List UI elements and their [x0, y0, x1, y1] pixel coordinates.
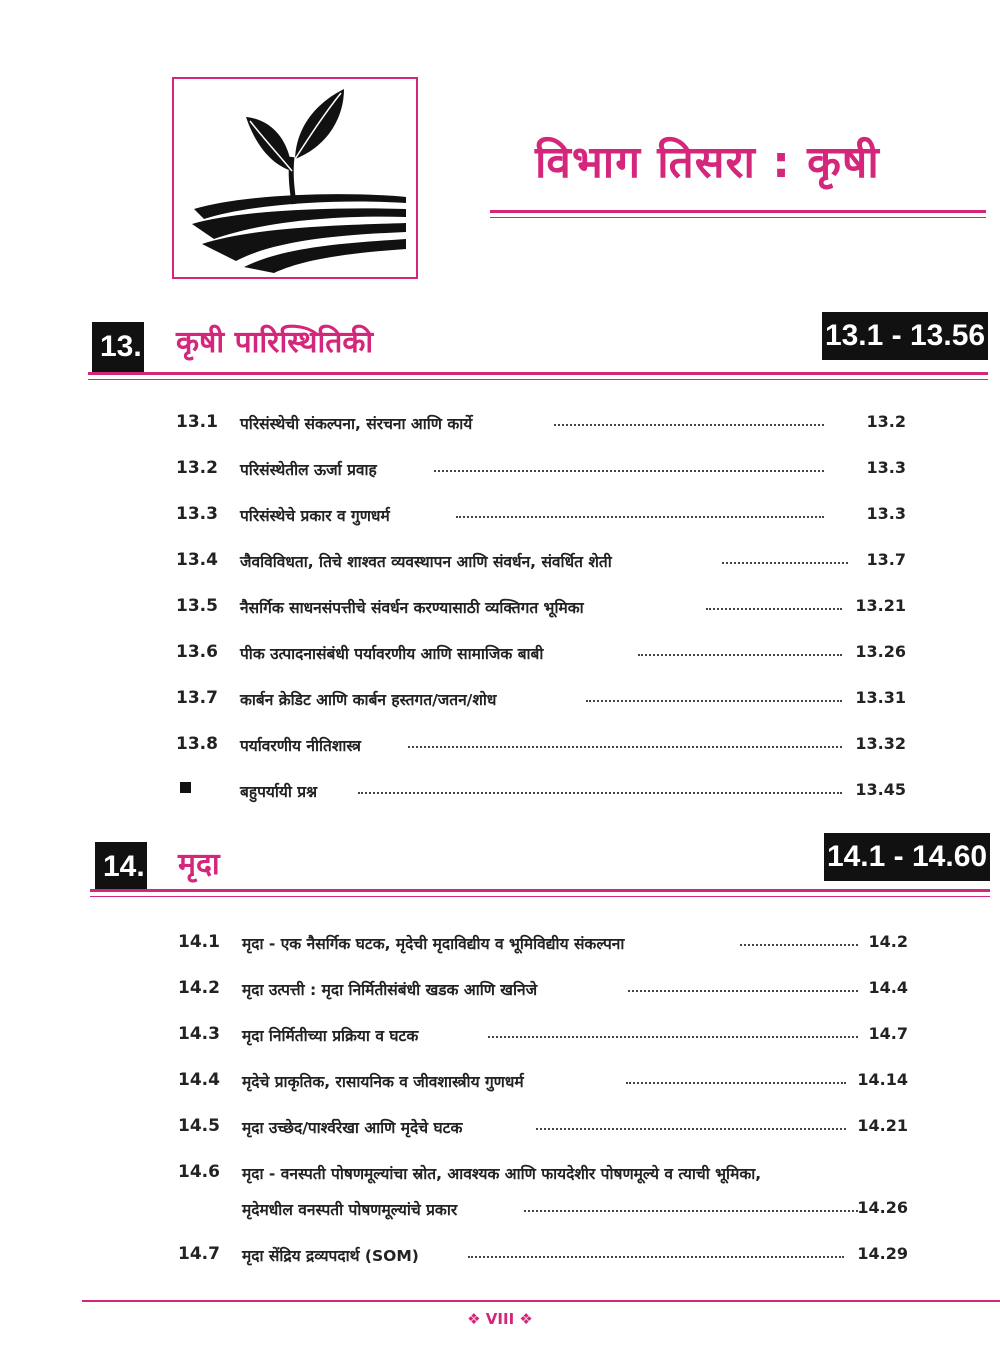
toc-entry-page: 14.21	[857, 1116, 908, 1135]
toc-leader-dots	[554, 420, 824, 426]
toc-entry-title: मृदा - वनस्पती पोषणमूल्यांचा स्रोत, आवश्यक आणि फायदेशीर पोषणमूल्ये व त्याची भूमिका,	[242, 1165, 762, 1183]
toc-entry-title: मृदा उत्पत्ती : मृदा निर्मितीसंबंधी खडक आणि खनिजे	[242, 981, 538, 999]
toc-entry-number: 13.7	[176, 688, 218, 708]
toc-entry-page: 13.2	[866, 412, 906, 431]
chapter-rule-thin	[90, 896, 990, 897]
toc-entry-title: कार्बन क्रेडिट आणि कार्बन हस्तगत/जतन/शोध	[240, 691, 497, 709]
toc-entry-title: मृदा - एक नैसर्गिक घटक, मृदेची मृदाविद्यीय व भूमिविद्यीय संकल्पना	[242, 935, 625, 953]
chapter-title: कृषी पारिस्थितिकी	[176, 325, 374, 360]
toc-entry-title: मृदा निर्मितीच्या प्रक्रिया व घटक	[242, 1027, 419, 1045]
chapter-number: 14.	[95, 842, 147, 892]
chapter-rule-thin	[88, 379, 988, 380]
toc-entry-page: 14.2	[868, 932, 908, 951]
toc-leader-dots	[628, 986, 858, 992]
toc-leader-dots	[358, 788, 842, 794]
toc-entry-page: 13.3	[866, 504, 906, 523]
toc-entry-number: 13.6	[176, 642, 218, 662]
toc-leader-dots	[488, 1032, 858, 1038]
toc-entry-number: 14.1	[178, 932, 220, 952]
toc-entry-title: पीक उत्पादनासंबंधी पर्यावरणीय आणि सामाजिक बाबी	[240, 645, 544, 663]
toc-entry[interactable]	[178, 1024, 908, 1054]
toc-entry-page: 13.3	[866, 458, 906, 477]
toc-entry-number: 13.1	[176, 412, 218, 432]
toc-entry[interactable]	[176, 550, 906, 580]
chapter-rule	[90, 889, 990, 892]
chapter-page-range: 14.1 - 14.60	[824, 833, 990, 881]
toc-leader-dots	[468, 1252, 844, 1258]
toc-leader-dots	[586, 696, 842, 702]
toc-entry-page: 13.26	[855, 642, 906, 661]
toc-entry-number: 13.8	[176, 734, 218, 754]
toc-leader-dots	[524, 1206, 858, 1212]
toc-entry-page: 13.45	[855, 780, 906, 799]
toc-leader-dots	[456, 512, 824, 518]
toc-entry-page: 14.4	[868, 978, 908, 997]
toc-entry-page: 14.26	[857, 1198, 908, 1217]
toc-entry-number: 13.3	[176, 504, 218, 524]
toc-entry-number: 14.7	[178, 1244, 220, 1264]
toc-entry-number: 13.2	[176, 458, 218, 478]
bullet-square-icon	[180, 782, 191, 793]
toc-entry[interactable]	[178, 1070, 908, 1100]
toc-entry[interactable]	[178, 1162, 908, 1232]
toc-entry-page: 13.31	[855, 688, 906, 707]
toc-entry-number: 14.6	[178, 1162, 220, 1182]
toc-leader-dots	[638, 650, 842, 656]
toc-leader-dots	[536, 1124, 846, 1130]
toc-entry[interactable]	[178, 1116, 908, 1146]
toc-entry-number: 14.5	[178, 1116, 220, 1136]
toc-entry[interactable]	[176, 688, 906, 718]
toc-entry[interactable]	[176, 504, 906, 534]
toc-entry-title-continued: मृदेमधील वनस्पती पोषणमूल्यांचे प्रकार	[242, 1201, 458, 1219]
toc-entry-title: बहुपर्यायी प्रश्न	[240, 783, 318, 801]
toc-entry-page: 14.14	[857, 1070, 908, 1089]
toc-entry-title: परिसंस्थेची संकल्पना, संरचना आणि कार्ये	[240, 415, 473, 433]
toc-leader-dots	[408, 742, 842, 748]
toc-entry[interactable]	[176, 458, 906, 488]
part-title: विभाग तिसरा : कृषी	[535, 137, 880, 188]
toc-leader-dots	[722, 558, 848, 564]
toc-entry-number: 13.4	[176, 550, 218, 570]
toc-entry-title: मृदेचे प्राकृतिक, रासायनिक व जीवशास्त्रीय गुणधर्म	[242, 1073, 524, 1091]
chapter-rule	[88, 372, 988, 375]
chapter-title: मृदा	[178, 847, 220, 882]
toc-leader-dots	[434, 466, 824, 472]
toc-entry-title: परिसंस्थेचे प्रकार व गुणधर्म	[240, 507, 390, 525]
footer-rule	[82, 1300, 1000, 1302]
toc-entry-title: नैसर्गिक साधनसंपत्तीचे संवर्धन करण्यासाठी व्यक्तिगत भूमिका	[240, 599, 584, 617]
toc-entry-title: पर्यावरणीय नीतिशास्त्र	[240, 737, 361, 755]
toc-entry-title: मृदा उच्छेद/पार्श्वरेखा आणि मृदेचे घटक	[242, 1119, 463, 1137]
toc-entry[interactable]	[178, 932, 908, 962]
sprout-field-logo	[172, 77, 418, 279]
toc-entry-title: जैवविविधता, तिचे शाश्वत व्यवस्थापन आणि संवर्धन, संवर्धित शेती	[240, 553, 612, 571]
toc-entry[interactable]	[178, 1244, 908, 1274]
toc-entry-page: 13.32	[855, 734, 906, 753]
page-number: ❖ VIII ❖	[467, 1310, 533, 1328]
toc-entry-page: 13.21	[855, 596, 906, 615]
toc-leader-dots	[706, 604, 842, 610]
toc-entry-title: मृदा सेंद्रिय द्रव्यपदार्थ (SOM)	[242, 1247, 419, 1265]
toc-entry-number: 14.3	[178, 1024, 220, 1044]
toc-entry-page: 14.7	[868, 1024, 908, 1043]
toc-entry-page: 13.7	[866, 550, 906, 569]
toc-entry[interactable]	[176, 734, 906, 764]
sprout-field-icon	[174, 79, 416, 277]
toc-entry[interactable]	[176, 642, 906, 672]
toc-entry[interactable]	[178, 978, 908, 1008]
toc-entry-number: 14.4	[178, 1070, 220, 1090]
part-title-rule	[490, 210, 986, 213]
part-title-rule-thin	[490, 217, 986, 218]
toc-entry[interactable]	[176, 596, 906, 626]
chapter-number: 13.	[92, 322, 144, 372]
toc-entry-number: 14.2	[178, 978, 220, 998]
toc-entry[interactable]	[176, 412, 906, 442]
toc-entry-title: परिसंस्थेतील ऊर्जा प्रवाह	[240, 461, 377, 479]
toc-entry-number: 13.5	[176, 596, 218, 616]
chapter-page-range: 13.1 - 13.56	[822, 312, 988, 360]
toc-entry-page: 14.29	[857, 1244, 908, 1263]
toc-leader-dots	[626, 1078, 846, 1084]
toc-entry[interactable]	[176, 780, 906, 810]
